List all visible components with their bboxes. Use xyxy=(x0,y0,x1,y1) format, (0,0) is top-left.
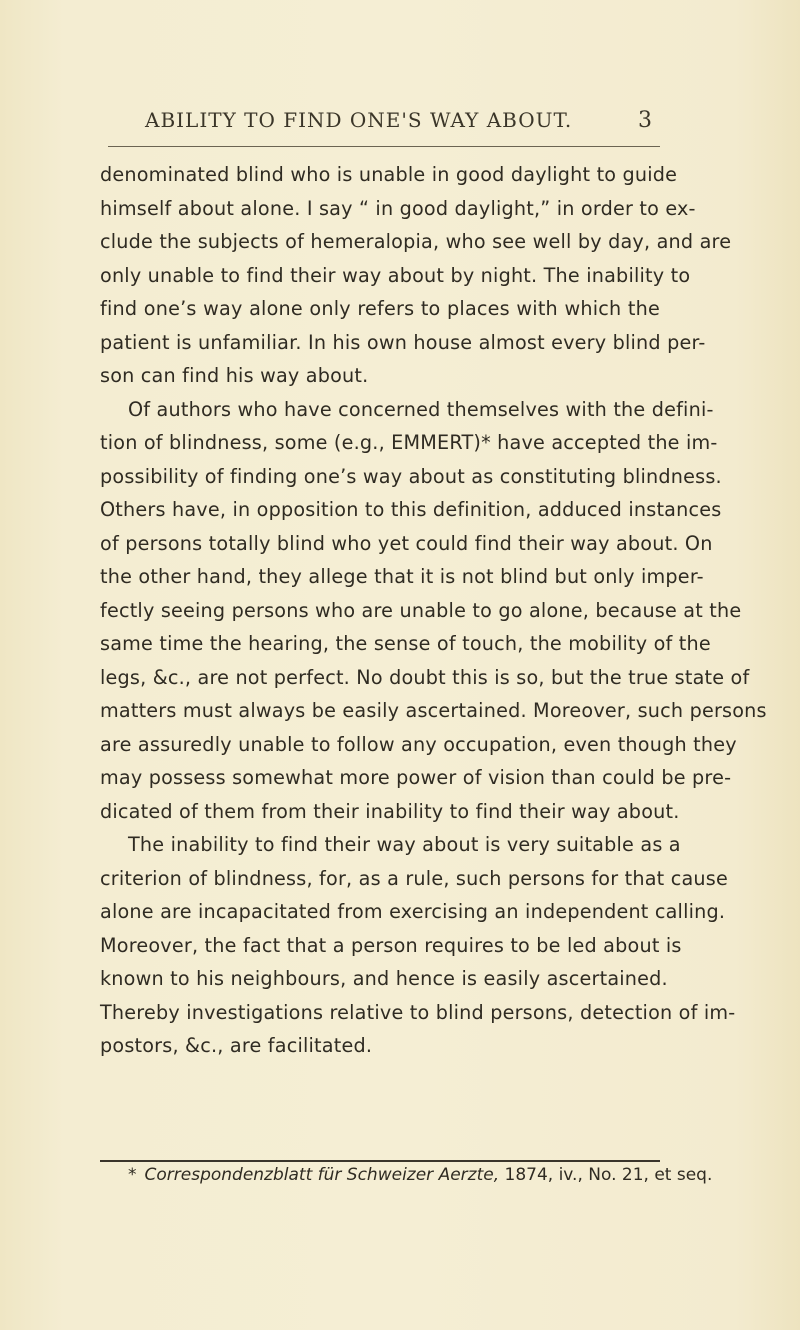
text-line: Others have, in opposition to this definition, adduced instances xyxy=(100,498,722,521)
page-number: 3 xyxy=(638,108,652,133)
text-line: Moreover, the fact that a person requires to be led about is xyxy=(100,933,682,957)
text-line: are assuredly unable to follow any occupation, even though they xyxy=(100,732,737,756)
text-line: of persons totally blind who yet could find their way about. On xyxy=(100,531,713,555)
footnote-mark: * xyxy=(128,1165,137,1185)
text-line: patient is unfamiliar. In his own house almost every blind per- xyxy=(100,330,706,354)
text-line: son can find his way about. xyxy=(100,364,369,387)
text-line: Of authors who have concerned themselves with the defini- xyxy=(128,397,714,421)
text-line: known to his neighbours, and hence is easily ascertained. xyxy=(100,967,668,990)
text-line: matters must always be easily ascertained. Moreover, such persons xyxy=(100,699,767,722)
text-line: clude the subjects of hemeralopia, who see well by day, and are xyxy=(100,230,732,253)
text-line: criterion of blindness, for, as a rule, such persons for that cause xyxy=(100,866,728,890)
page-header xyxy=(100,108,660,140)
text-line: dicated of them from their inability to find their way about. xyxy=(100,799,680,823)
text-line: himself about alone. I say “ in good daylight,” in order to ex- xyxy=(100,196,696,220)
text-line: alone are incapacitated from exercising an independent calling. xyxy=(100,900,726,923)
text-line: possibility of finding one’s way about as constituting blindness. xyxy=(100,464,722,488)
text-line: postors, &c., are facilitated. xyxy=(100,1034,373,1057)
header-rule xyxy=(108,146,660,147)
running-head: ABILITY TO FIND ONE'S WAY ABOUT. xyxy=(145,108,573,132)
text-line: same time the hearing, the sense of touch, the mobility of the xyxy=(100,632,711,655)
text-line: Thereby investigations relative to blind persons, detection of im- xyxy=(100,1000,736,1024)
footnote-citation: 1874, iv., No. 21, et seq. xyxy=(499,1165,713,1185)
text-line: the other hand, they allege that it is not blind but only imper- xyxy=(100,565,704,588)
text-line: fectly seeing persons who are unable to go alone, because at the xyxy=(100,598,742,622)
text-line: legs, &c., are not perfect. No doubt this is so, but the true state of xyxy=(100,665,750,689)
text-line: find one’s way alone only refers to places with which the xyxy=(100,297,660,320)
text-line: only unable to find their way about by night. The inability to xyxy=(100,263,691,287)
text-line: tion of blindness, some (e.g., EMMERT)* have accepted the im- xyxy=(100,431,718,454)
body-text xyxy=(100,158,767,1063)
footnote-title: Correspondenzblatt für Schweizer Aerzte, xyxy=(144,1165,500,1185)
text-line: denominated blind who is unable in good daylight to guide xyxy=(100,163,678,186)
footnote-rule xyxy=(100,1160,660,1162)
text-line: The inability to find their way about is very suitable as a xyxy=(128,833,681,856)
text-line: may possess somewhat more power of vision than could be pre- xyxy=(100,766,732,789)
footnote xyxy=(128,1165,713,1185)
